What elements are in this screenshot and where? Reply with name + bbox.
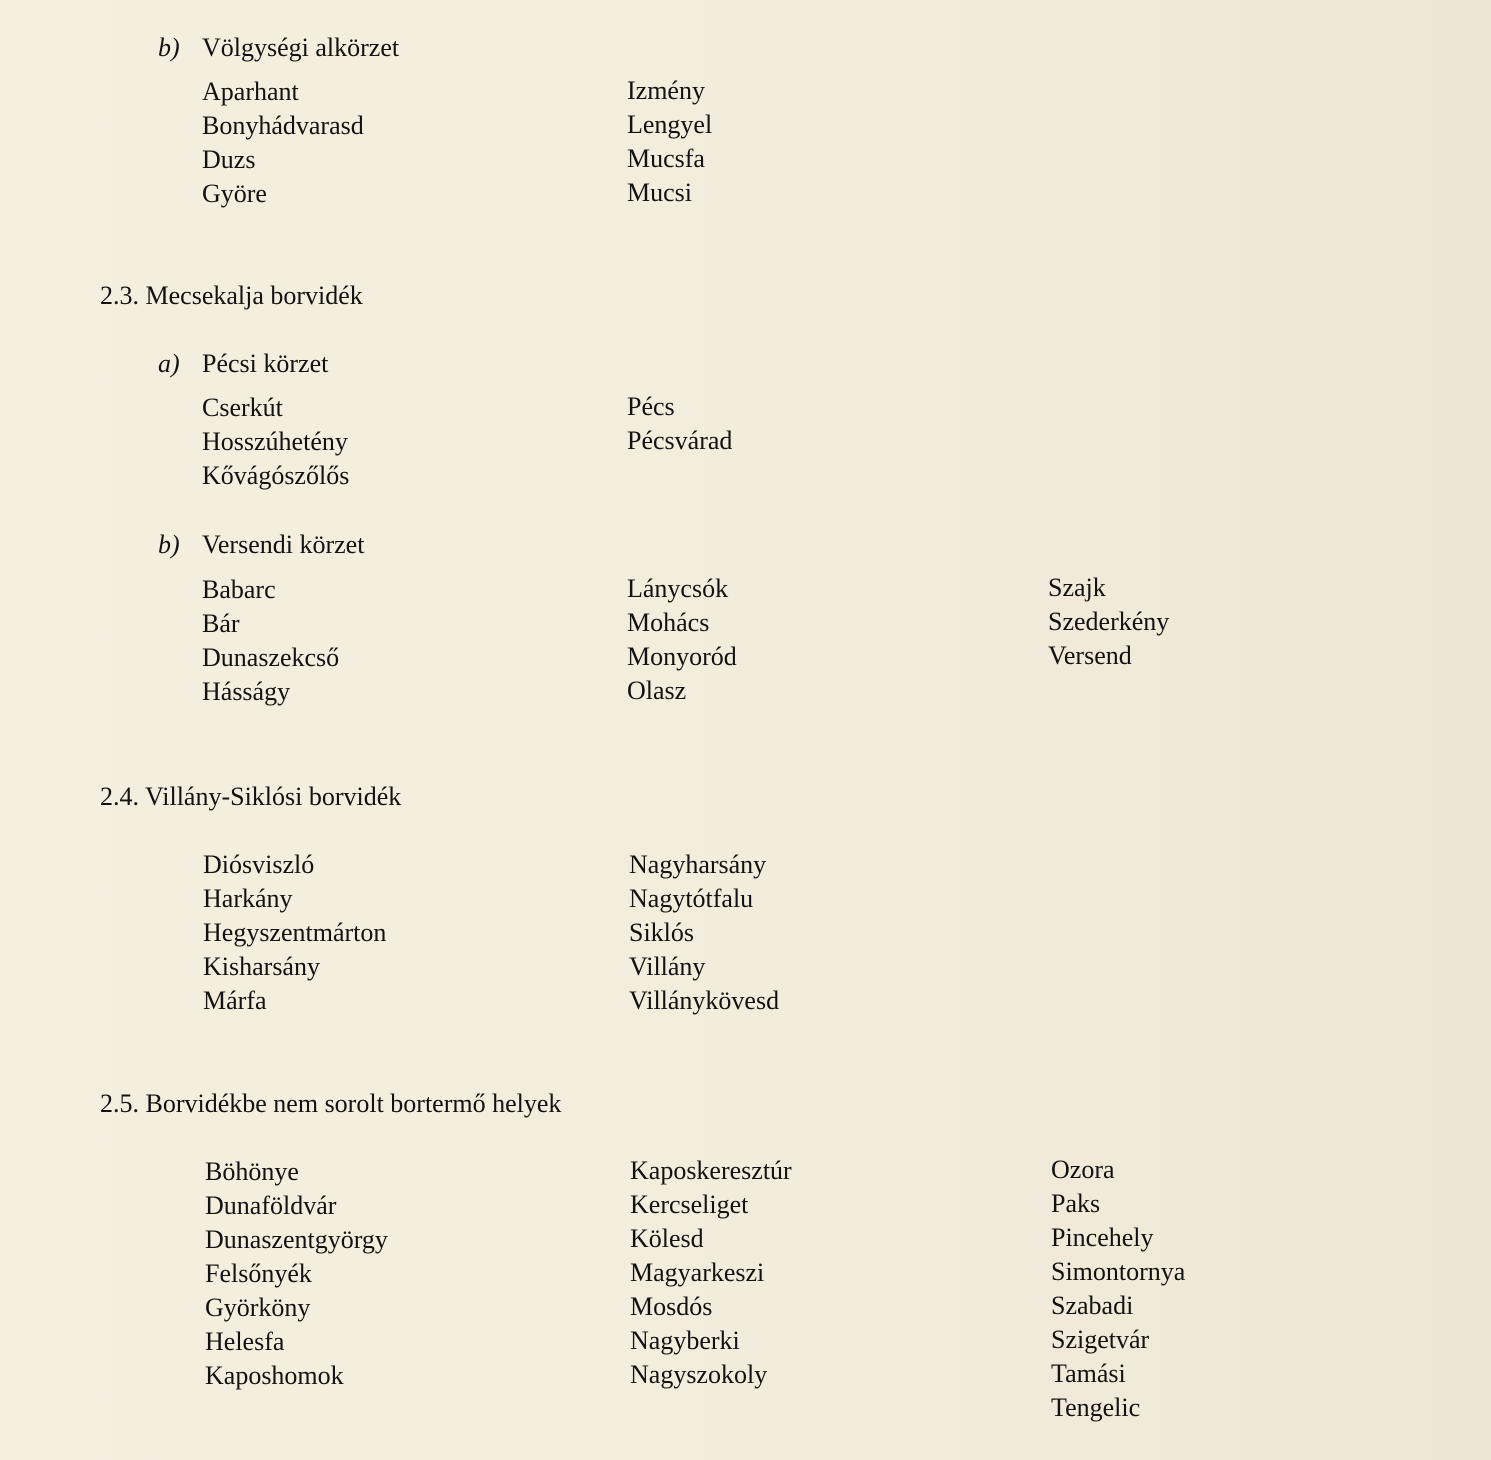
place-name: Simontornya xyxy=(1051,1257,1186,1286)
place-list-versendi-col1 xyxy=(202,573,339,709)
place-name: Mosdós xyxy=(630,1292,713,1321)
place-name: Versend xyxy=(1048,641,1132,670)
place-name: Babarc xyxy=(202,575,276,604)
place-name: Nagyszokoly xyxy=(630,1360,768,1389)
subsection-letter: b) xyxy=(158,530,180,559)
place-name: Bár xyxy=(202,609,240,638)
place-name: Villány xyxy=(629,952,706,981)
place-name: Pécsvárad xyxy=(627,426,733,455)
place-name: Böhönye xyxy=(205,1157,299,1186)
place-name: Szigetvár xyxy=(1051,1325,1150,1354)
place-name: Szajk xyxy=(1048,573,1106,602)
section-heading-borvidekbe: 2.5. Borvidékbe nem sorolt bortermő helyek xyxy=(100,1089,562,1118)
place-name: Kaposkeresztúr xyxy=(630,1156,792,1185)
place-name: Aparhant xyxy=(202,77,299,106)
place-name: Kercseliget xyxy=(630,1190,749,1219)
place-name: Helesfa xyxy=(205,1327,285,1356)
subsection-title: Versendi körzet xyxy=(202,530,365,559)
place-name: Ozora xyxy=(1051,1155,1115,1184)
place-name: Dunaszekcső xyxy=(202,643,340,672)
section-heading-mecsekalja: 2.3. Mecsekalja borvidék xyxy=(100,281,363,310)
place-name: Pécs xyxy=(627,392,675,421)
subsection-heading-pecsi xyxy=(158,349,328,379)
place-name: Dunaszentgyörgy xyxy=(205,1225,388,1254)
place-name: Nagyberki xyxy=(630,1326,740,1355)
place-name: Mohács xyxy=(627,608,710,637)
place-name: Bonyhádvarasd xyxy=(202,111,364,140)
subsection-letter: b) xyxy=(158,33,180,62)
place-list-volgysegi-col1 xyxy=(202,75,364,211)
subsection-letter: a) xyxy=(158,349,180,378)
place-name: Cserkút xyxy=(202,393,283,422)
place-name: Olasz xyxy=(627,676,687,705)
place-name: Nagytótfalu xyxy=(629,884,754,913)
place-name: Nagyharsány xyxy=(629,850,767,879)
place-name: Márfa xyxy=(203,986,267,1015)
place-list-borvidekbe-col3 xyxy=(1051,1153,1185,1425)
section-heading-villany: 2.4. Villány-Siklósi borvidék xyxy=(100,782,402,811)
place-list-borvidekbe-col1 xyxy=(205,1155,388,1393)
place-name: Kővágószőlős xyxy=(202,461,350,490)
place-name: Kaposhomok xyxy=(205,1361,344,1390)
place-list-pecsi-col2 xyxy=(627,390,732,458)
place-name: Siklós xyxy=(629,918,695,947)
place-name: Györe xyxy=(202,179,267,208)
subsection-title: Völgységi alkörzet xyxy=(202,33,400,62)
subsection-heading-versendi xyxy=(158,530,364,560)
place-list-versendi-col3 xyxy=(1048,571,1169,673)
place-name: Felsőnyék xyxy=(205,1259,312,1288)
place-list-villany-col1 xyxy=(203,848,386,1018)
place-name: Izmény xyxy=(627,76,705,105)
place-name: Lánycsók xyxy=(627,574,729,603)
place-list-borvidekbe-col2 xyxy=(630,1154,792,1392)
place-name: Pincehely xyxy=(1051,1223,1154,1252)
place-name: Hegyszentmárton xyxy=(203,918,387,947)
place-name: Diósviszló xyxy=(203,850,315,879)
place-name: Dunaföldvár xyxy=(205,1191,337,1220)
place-name: Monyoród xyxy=(627,642,737,671)
subsection-heading-volgysegi xyxy=(158,33,399,63)
place-name: Villánykövesd xyxy=(629,986,780,1015)
place-name: Lengyel xyxy=(627,110,713,139)
subsection-title: Pécsi körzet xyxy=(202,349,329,378)
place-name: Magyarkeszi xyxy=(630,1258,765,1287)
place-name: Kisharsány xyxy=(203,952,320,981)
place-name: Paks xyxy=(1051,1189,1101,1218)
place-name: Tamási xyxy=(1051,1359,1126,1388)
place-name: Györköny xyxy=(205,1293,311,1322)
place-name: Kölesd xyxy=(630,1224,704,1253)
place-list-versendi-col2 xyxy=(627,572,737,708)
place-name: Harkány xyxy=(203,884,293,913)
place-name: Mucsi xyxy=(627,178,692,207)
place-name: Tengelic xyxy=(1051,1393,1141,1422)
place-name: Szabadi xyxy=(1051,1291,1134,1320)
place-list-volgysegi-col2 xyxy=(627,74,712,210)
place-name: Hosszúhetény xyxy=(202,427,348,456)
place-list-villany-col2 xyxy=(629,848,779,1018)
place-name: Szederkény xyxy=(1048,607,1170,636)
place-name: Hásságy xyxy=(202,677,291,706)
place-list-pecsi-col1 xyxy=(202,391,349,493)
place-name: Mucsfa xyxy=(627,144,705,173)
place-name: Duzs xyxy=(202,145,256,174)
